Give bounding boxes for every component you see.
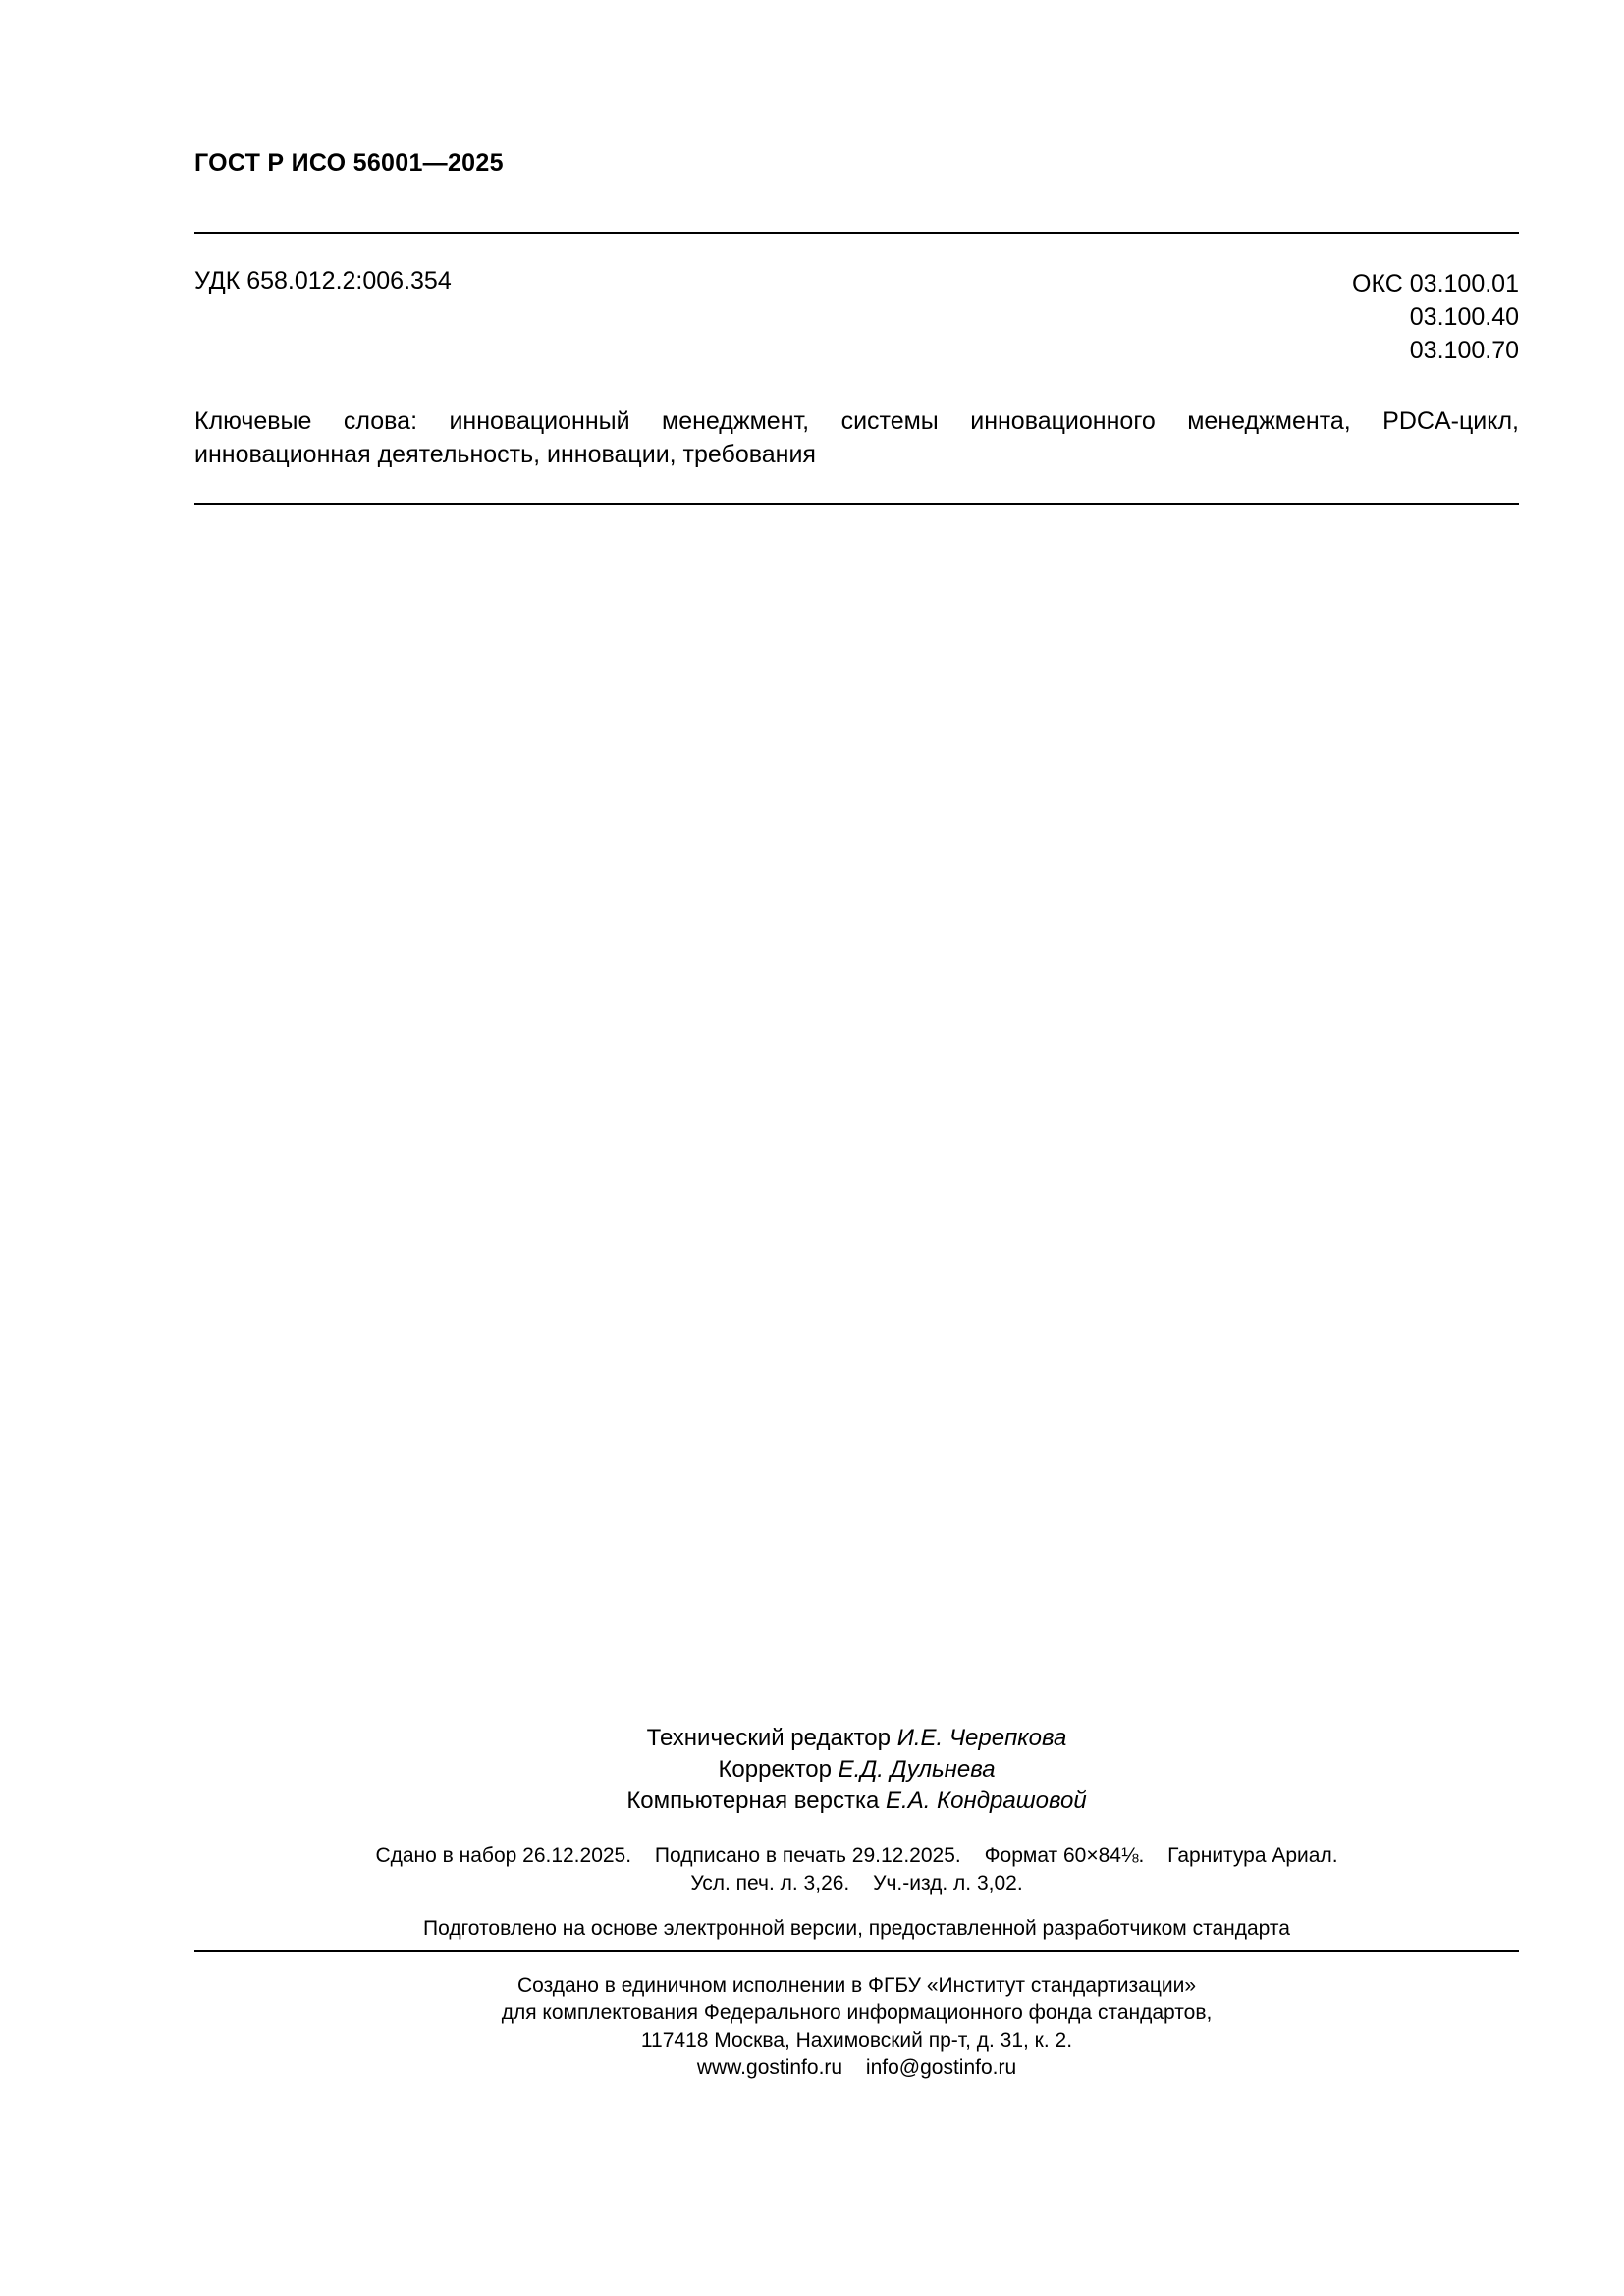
print-sheets: Усл. печ. л. 3,26. — [690, 1872, 850, 1895]
tech-editor-name: И.Е. Черепкова — [896, 1725, 1067, 1751]
udk-code: УДК 658.012.2:006.354 — [194, 267, 452, 294]
keywords-divider — [194, 503, 1519, 505]
layout-label: Компьютерная верстка — [626, 1788, 880, 1814]
credits — [194, 1723, 1519, 1817]
prepared-note: Подготовлено на основе электронной версии, предоставленной разработчиком стандарта — [423, 1917, 1290, 1940]
website-link[interactable]: www.gostinfo.ru — [696, 2056, 843, 2079]
oks-code: ОКС 03.100.01 — [1352, 270, 1519, 297]
publisher-footer — [194, 1972, 1519, 2082]
footer-line: для комплектования Федерального информационного фонда стандартов, — [501, 2002, 1213, 2024]
tech-editor-label: Технический редактор — [646, 1725, 892, 1751]
print-info-line — [194, 1842, 1519, 1870]
signed-date: Подписано в печать 29.12.2025. — [654, 1844, 961, 1867]
footer-address: 117418 Москва, Нахимовский пр-т, д. 31, к. 2. — [640, 2029, 1073, 2052]
footer-contacts — [194, 2055, 1519, 2082]
page-title: ГОСТ Р ИСО 56001—2025 — [194, 149, 504, 177]
corrector-label: Корректор — [718, 1756, 832, 1783]
footer-divider — [194, 1950, 1519, 1952]
print-info — [194, 1842, 1519, 1897]
oks-code: 03.100.70 — [1409, 337, 1519, 364]
submitted-date: Сдано в набор 26.12.2025. — [375, 1844, 632, 1867]
keywords: Ключевые слова: инновационный менеджмент, системы инновационного менеджмента, PDCA-цикл, инновационная деятельность, инновации, требования — [194, 407, 1519, 468]
corrector-name: Е.Д. Дульнева — [838, 1756, 996, 1783]
email-link[interactable]: info@gostinfo.ru — [865, 2056, 1017, 2079]
oks-code: 03.100.40 — [1409, 303, 1519, 331]
typeface: Гарнитура Ариал. — [1167, 1844, 1338, 1867]
publisher-sheets: Уч.-изд. л. 3,02. — [873, 1872, 1023, 1895]
oks-codes — [1352, 267, 1519, 367]
paper-format: Формат 60×84⅛. — [984, 1844, 1145, 1867]
top-divider — [194, 232, 1519, 234]
layout-line — [194, 1786, 1519, 1817]
tech-editor-line — [194, 1723, 1519, 1754]
print-sheets-line — [194, 1870, 1519, 1897]
corrector-line — [194, 1754, 1519, 1786]
layout-name: Е.А. Кондрашовой — [886, 1788, 1087, 1814]
footer-line: Создано в единичном исполнении в ФГБУ «Институт стандартизации» — [516, 1974, 1197, 1997]
